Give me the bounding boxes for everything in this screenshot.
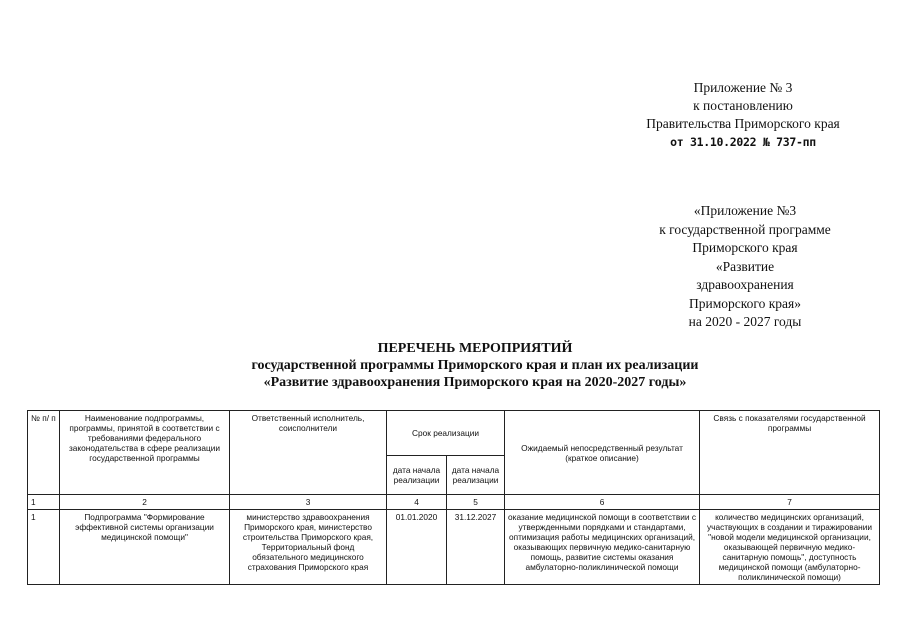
program-appendix-title: «Приложение №3: [693, 203, 797, 218]
header-responsible: Ответственный исполнитель, соисполнители: [230, 411, 387, 495]
header-number: № п/ п: [28, 411, 60, 495]
column-number: 3: [230, 495, 387, 510]
row-link: количество медицинских организаций, участвующих в создании и тиражировании "новой модели медицинской организации, оказывающей первичную медико-санитарную помощь", доступность медицинской помощи (амбулаторно-поликлинической помощи): [700, 510, 880, 585]
table-header-row: [28, 411, 880, 456]
row-end-date: 31.12.2027: [447, 510, 505, 585]
appendix-decree-block: [628, 79, 858, 151]
program-appendix-years: на 2020 - 2027 годы: [688, 314, 802, 329]
row-start-date: 01.01.2020: [387, 510, 447, 585]
header-link: Связь с показателями государственной программы: [700, 411, 880, 495]
program-appendix-line: Приморского края: [692, 240, 798, 255]
appendix-program-block: [640, 202, 850, 332]
table-row: [28, 510, 880, 585]
appendix-to-decree: к постановлению: [693, 98, 793, 113]
measures-table: [27, 410, 880, 585]
row-responsible: министерство здравоохранения Приморского края, министерство строительства Приморского края, Территориальный фонд обязательного медицинского страхования Приморского края: [230, 510, 387, 585]
document-title: ПЕРЕЧЕНЬ МЕРОПРИЯТИЙ: [377, 341, 573, 356]
column-number: 2: [60, 495, 230, 510]
column-number: 5: [447, 495, 505, 510]
column-number: 7: [700, 495, 880, 510]
program-appendix-line: «Развитие: [715, 258, 775, 274]
header-period: Срок реализации: [387, 411, 505, 456]
row-result: оказание медицинской помощи в соответствии с утвержденными порядками и стандартами, оптимизация работы медицинских организаций, оказывающих первичную медико-санитарную помощь, развитие системы оказания амбулаторно-поликлинической помощи: [505, 510, 700, 585]
header-end-date: дата начала реализации: [447, 456, 505, 495]
appendix-title: Приложение № 3: [693, 80, 793, 95]
document-heading: [190, 340, 760, 391]
column-number: 4: [387, 495, 447, 510]
row-program-name: Подпрограмма "Формирование эффективной системы организации медицинской помощи": [60, 510, 230, 585]
program-appendix-line: Приморского края»: [689, 295, 801, 311]
program-appendix-line: к государственной программе: [659, 221, 831, 237]
header-start-date: дата начала реализации: [387, 456, 447, 495]
decree-number-date: от 31.10.2022 № 737-пп: [670, 135, 816, 149]
column-number-row: [28, 495, 880, 510]
column-number: 1: [28, 495, 60, 510]
column-number: 6: [505, 495, 700, 510]
header-result: Ожидаемый непосредственный результат (краткое описание): [505, 411, 700, 495]
document-subtitle: «Развитие здравоохранения Приморского края на 2020-2027 годы»: [263, 375, 687, 390]
program-appendix-line: здравоохранения: [696, 277, 794, 292]
row-number: 1: [28, 510, 60, 585]
header-program-name: Наименование подпрограммы, программы, принятой в соответствии с требованиями федерального законодательства в сфере реализации государственной программы: [60, 411, 230, 495]
document-subtitle: государственной программы Приморского края и план их реализации: [251, 358, 699, 373]
appendix-authority: Правительства Приморского края: [646, 116, 840, 131]
